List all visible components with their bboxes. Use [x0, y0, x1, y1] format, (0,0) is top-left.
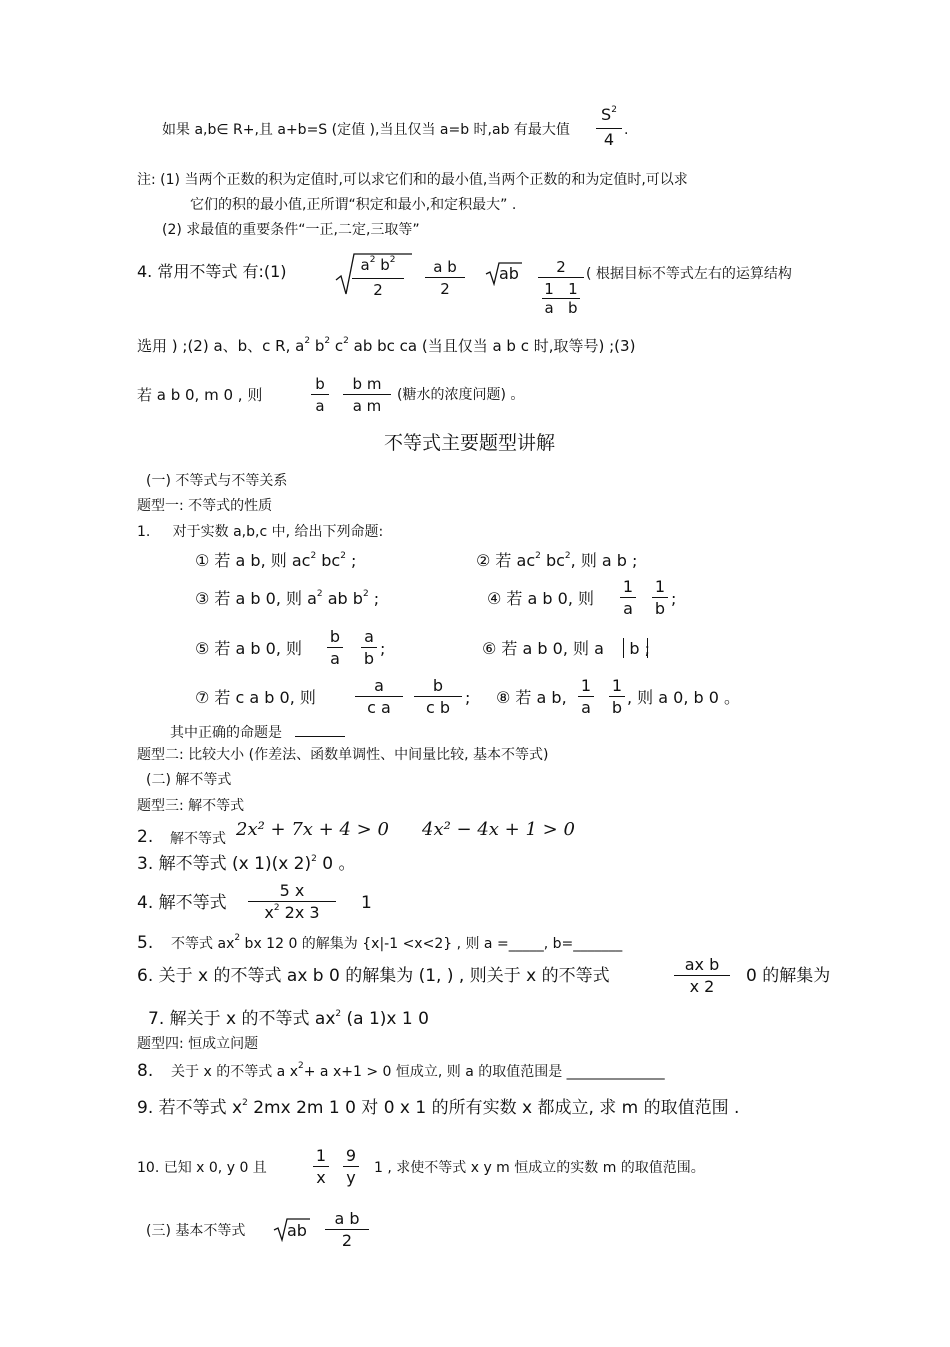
note-1-cont: 它们的积的最小值,正所谓“积定和最小,和定积最大” .	[190, 197, 517, 213]
fraction-arithmetic-mean: a b 2	[325, 1210, 369, 1250]
inequality-2-line: 选用 ) ;(2) a、b、c R, $a^2$ $b^2$ $c^2$ ab bc ca (当且仅当 a b c 时,取等号) ;(3)	[137, 336, 636, 355]
option-2: ② 若 $ac^2$ $bc^2$, 则 a b ;	[476, 551, 638, 570]
option-4: ④ 若 a b 0, 则	[487, 589, 595, 608]
type-1-heading: 题型一: 不等式的性质	[137, 498, 273, 514]
question-8: 8. 关于 x 的不等式 a $x^2+ a$ x+1 > 0 恒成立, 则 a 的取值范围是 ______________	[137, 1061, 665, 1081]
semicolon: ;	[465, 688, 471, 707]
question-2-num: 2.	[137, 827, 154, 847]
option-6: ⑥ 若 a b 0, 则 a b ;	[482, 639, 650, 658]
note-1: 注: (1) 当两个正数的积为定值时,可以求它们和的最小值,当两个正数的和为定值时,可以求	[137, 172, 688, 188]
fraction-harmonic-mean: 2 1 1 a b	[538, 258, 584, 317]
geometric-mean: ab	[499, 264, 519, 283]
fraction-1-over-b: 1 b	[609, 677, 625, 717]
type-4-heading: 题型四: 恒成立问题	[137, 1036, 259, 1052]
fraction-bm-over-am: b m a m	[343, 375, 391, 415]
option-5: ⑤ 若 a b 0, 则	[195, 639, 303, 658]
section-2-heading: (二) 解不等式	[146, 772, 232, 788]
abs-bar	[647, 638, 648, 658]
note-2: (2) 求最值的重要条件“一正,二定,三取等”	[162, 222, 420, 238]
option-7: ⑦ 若 c a b 0, 则	[195, 688, 316, 707]
fraction-9-over-y: 9 y	[343, 1147, 359, 1187]
question-4: 4. 解不等式	[137, 893, 227, 913]
fraction-s2-over-4: $S^2$ 4	[596, 106, 622, 149]
option-8: ⑧ 若 a b,	[496, 688, 567, 707]
fraction-1-over-b: 1 b	[652, 578, 668, 618]
abs-bar	[623, 638, 624, 658]
question-7: 7. 解关于 x 的不等式 $ax^2$ (a 1)x 1 0	[148, 1009, 429, 1029]
semicolon: ;	[380, 639, 386, 658]
fraction-1-over-a: 1 a	[578, 677, 594, 717]
period: .	[624, 122, 629, 138]
common-inequalities-label: 4. 常用不等式 有:(1)	[137, 262, 287, 281]
question-9: 9. 若不等式 $x^2$ 2mx 2m 1 0 对 0 x 1 的所有实数 x 都成立, 求 m 的取值范围 .	[137, 1098, 740, 1118]
option-3: ③ 若 a b 0, 则 $a^2$ ab $b^2$ ;	[195, 589, 380, 608]
section-3-heading: (三) 基本不等式	[146, 1223, 246, 1239]
geometric-mean: ab	[287, 1221, 307, 1240]
section-1-heading: (一) 不等式与不等关系	[146, 473, 288, 489]
fraction-1-over-x: 1 x	[313, 1147, 329, 1187]
fraction-a-over-c-minus-a: a c a	[355, 677, 403, 717]
answer-prompt: 其中正确的命题是	[170, 724, 345, 742]
fraction-b-over-c-minus-b: b c b	[414, 677, 462, 717]
fraction-quadratic-mean: $a^2$ $b^2$ 2	[352, 256, 404, 299]
option-8-tail: , 则 a 0, b 0 。	[627, 688, 741, 707]
inequality-expression: 4x² − 4x + 1 > 0	[422, 819, 575, 840]
question-1: 1. 对于实数 a,b,c 中, 给出下列命题:	[137, 524, 384, 540]
section-title: 不等式主要题型讲解	[384, 432, 556, 454]
rhs-value: 1	[361, 893, 372, 913]
semicolon: ;	[671, 589, 677, 608]
fraction-b-over-a: b a	[311, 375, 329, 415]
question-10-tail: 1 , 求使不等式 x y m 恒成立的实数 m 的取值范围。	[374, 1160, 705, 1176]
sugar-water-note: (糖水的浓度问题) 。	[397, 387, 525, 403]
intro-line: 如果 a,b∈ R+,且 a+b=S (定值 ),当且仅当 a=b 时,ab 有最大值	[162, 122, 570, 138]
question-3: 3. 解不等式 (x 1)(x 2)$^2$ 0 。	[137, 854, 356, 874]
type-3-heading: 题型三: 解不等式	[137, 798, 245, 814]
type-2-heading: 题型二: 比较大小 (作差法、函数单调性、中间量比较, 基本不等式)	[137, 747, 549, 763]
option-1: ① 若 a b, 则 $ac^2$ $bc^2$ ;	[195, 551, 357, 570]
fraction-1-over-a: 1 a	[620, 578, 636, 618]
fraction-rational: 5 x $x^2$ 2x 3	[248, 882, 336, 925]
question-6-tail: 0 的解集为	[746, 966, 831, 986]
fraction-arithmetic-mean: a b 2	[425, 258, 465, 298]
question-2-text: 解不等式	[170, 831, 226, 847]
selection-note: ( 根据目标不等式左右的运算结构	[586, 266, 792, 282]
inequality-expression: 2x² + 7x + 4 > 0	[236, 819, 389, 840]
question-5: 5. 不等式 $ax^2$ bx 12 0 的解集为 {x|-1 <x<2} , 则 a =_____, b=_______	[137, 933, 623, 953]
fraction-a-over-b: a b	[361, 628, 377, 668]
fraction-b-over-a: b a	[327, 628, 343, 668]
fraction-ax-b-over-x-2: ax b x 2	[674, 956, 730, 996]
question-6: 6. 关于 x 的不等式 ax b 0 的解集为 (1, ) , 则关于 x 的不等式	[137, 966, 610, 986]
question-10: 10. 已知 x 0, y 0 且	[137, 1160, 267, 1176]
sugar-water-label: 若 a b 0, m 0 , 则	[137, 386, 263, 404]
